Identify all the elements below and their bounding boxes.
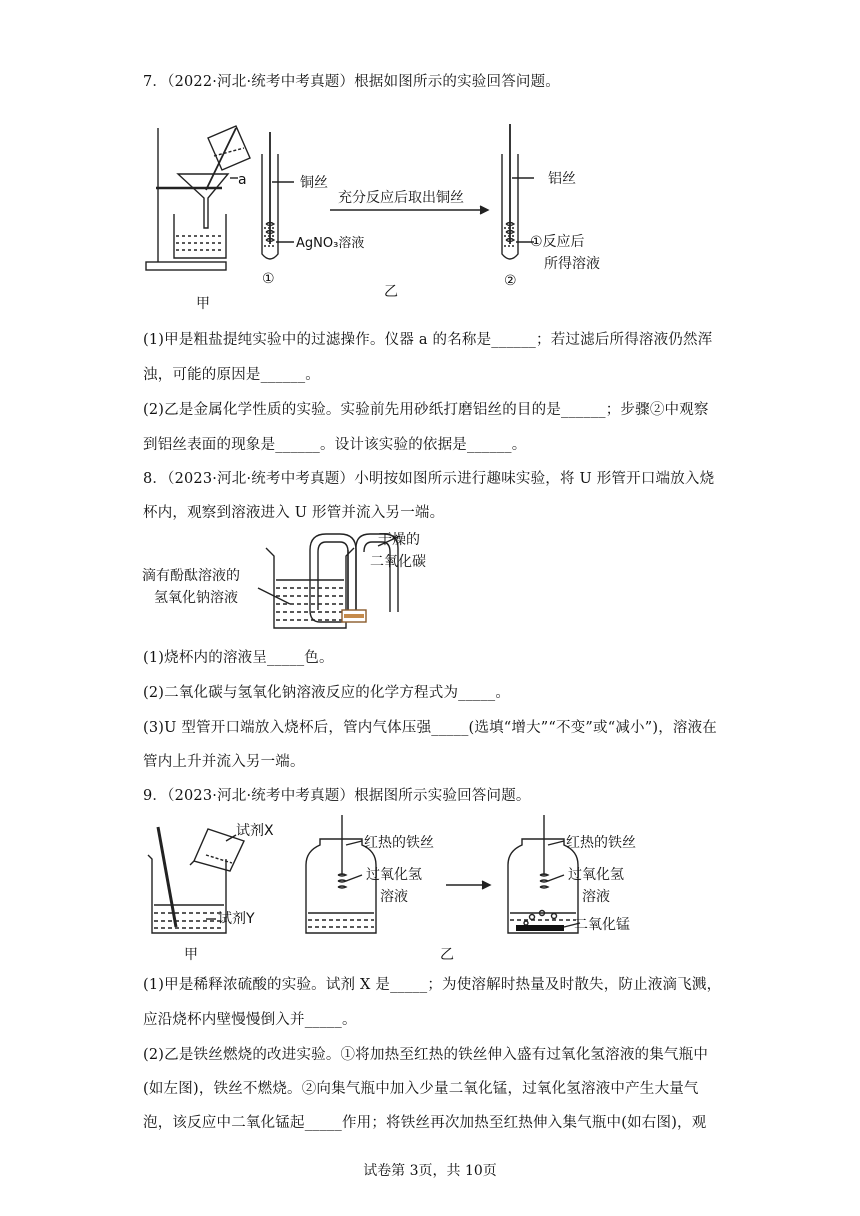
q9-caption-jia: 甲 — [184, 947, 198, 963]
q7-part2-line2: 到铝丝表面的现象是______。设计该实验的依据是______。 — [143, 437, 527, 453]
q8-label-co2: 二氧化碳 — [370, 554, 426, 570]
q9-part1-line2: 应沿烧杯内壁慢慢倒入并_____。 — [143, 1012, 357, 1028]
q7-part1-line1: (1)甲是粗盐提纯实验中的过滤操作。仪器 a 的名称是______；若过滤后所得溶液仍然浑 — [143, 332, 713, 348]
q8-label-solution-2: 氢氧化钠溶液 — [154, 590, 238, 606]
q9-label-reagent-x: 试剂X — [236, 823, 274, 839]
page-footer: 试卷第 3页，共 10页 — [363, 1163, 497, 1179]
q9-label-h2o2-2b: 溶液 — [582, 889, 610, 905]
q9-label-h2o2-1b: 溶液 — [380, 889, 408, 905]
q7-label-agno3: AgNO₃溶液 — [296, 236, 365, 251]
q8-stem-line2: 杯内，观察到溶液进入 U 形管并流入另一端。 — [143, 505, 445, 521]
q8-label-dry: 干燥的 — [378, 532, 420, 548]
q7-label-solution-2: 所得溶液 — [544, 256, 600, 272]
q9-part2-line2: (如左图)，铁丝不燃烧。②向集气瓶中加入少量二氧化锰，过氧化氢溶液中产生大量气 — [143, 1081, 699, 1097]
q9-part2-line3: 泡，该反应中二氧化锰起_____作用；将铁丝再次加热至红热伸入集气瓶中(如右图)，观 — [143, 1115, 707, 1131]
q8-stem-line1: 8．（2023·河北·统考中考真题）小明按如图所示进行趣味实验，将 U 形管开口端放入烧 — [143, 471, 715, 487]
q7-caption-jia: 甲 — [196, 296, 210, 312]
q7-tube2-number: ② — [504, 273, 517, 289]
q7-tube1-number: ① — [262, 271, 275, 287]
q9-label-red-iron-2: 红热的铁丝 — [566, 835, 636, 851]
q7-label-aluminum: 铝丝 — [548, 171, 576, 187]
q9-label-reagent-y: 试剂Y — [218, 911, 255, 927]
q7-part1-line2: 浊，可能的原因是______。 — [143, 367, 320, 383]
q7-figure — [140, 118, 610, 314]
q9-label-red-iron-1: 红热的铁丝 — [364, 835, 434, 851]
q9-label-h2o2-2a: 过氧化氢 — [568, 867, 624, 883]
q7-caption-yi: 乙 — [384, 284, 398, 300]
q9-part2-line1: (2)乙是铁丝燃烧的改进实验。①将加热至红热的铁丝伸入盛有过氧化氢溶液的集气瓶中 — [143, 1047, 709, 1063]
q9-stem: 9．（2023·河北·统考中考真题）根据图所示实验回答问题。 — [143, 788, 531, 804]
q8-part3-line2: 管内上升并流入另一端。 — [143, 754, 305, 770]
q7-label-a: a — [238, 172, 247, 188]
q7-label-solution-1: ①反应后 — [530, 234, 585, 250]
q9-label-mno2: 二氧化锰 — [574, 917, 630, 933]
q9-caption-yi: 乙 — [440, 947, 454, 963]
q8-part3-line1: (3)U 型管开口端放入烧杯后，管内气体压强_____(选填“增大”“不变”或“减小”)，溶液在 — [143, 720, 718, 736]
q7-arrow-text: 充分反应后取出铜丝 — [338, 190, 464, 206]
q8-part1: (1)烧杯内的溶液呈_____色。 — [143, 650, 334, 666]
q7-part2-line1: (2)乙是金属化学性质的实验。实验前先用砂纸打磨铝丝的目的是______；步骤②中观察 — [143, 402, 709, 418]
q8-label-solution-1: 滴有酚酞溶液的 — [142, 568, 240, 584]
q9-figure — [140, 815, 640, 965]
q7-label-copper: 铜丝 — [300, 175, 328, 191]
q7-stem: 7．（2022·河北·统考中考真题）根据如图所示的实验回答问题。 — [143, 74, 560, 90]
q8-part2: (2)二氧化碳与氢氧化钠溶液反应的化学方程式为_____。 — [143, 685, 511, 701]
q9-part1-line1: (1)甲是稀释浓硫酸的实验。试剂 X 是_____；为使溶解时热量及时散失，防止液滴飞溅， — [143, 977, 722, 993]
q8-figure — [140, 530, 460, 640]
q9-label-h2o2-1a: 过氧化氢 — [366, 867, 422, 883]
